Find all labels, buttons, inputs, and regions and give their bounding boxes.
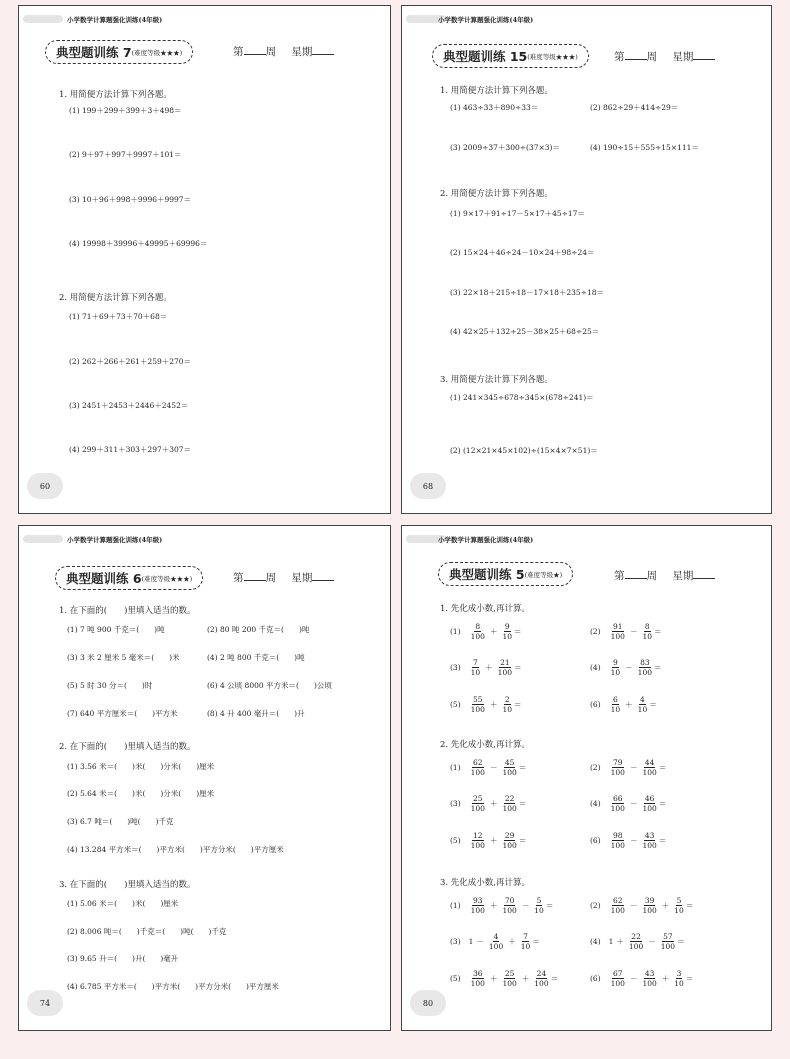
fraction: [610, 831, 626, 850]
numerator: 25: [504, 969, 515, 978]
operator: ＋: [489, 974, 498, 983]
fraction: [470, 831, 486, 850]
question-2-2: (2) 5.64 米＝( )米( )分米( )厘米: [67, 789, 215, 798]
operator: ＋: [625, 700, 633, 709]
denominator: 100: [502, 906, 517, 915]
denominator: 100: [610, 632, 625, 641]
denominator: 100: [497, 668, 512, 677]
denominator: 10: [470, 668, 481, 677]
denominator: 100: [637, 668, 652, 677]
denominator: 100: [470, 906, 485, 915]
numerator: 5: [676, 896, 682, 905]
page-60: [18, 5, 391, 514]
numerator: 3: [676, 969, 682, 978]
frac-q: [590, 969, 693, 988]
question-label: (5): [450, 836, 461, 845]
operator: －: [476, 937, 484, 946]
denominator: 100: [628, 942, 644, 951]
fraction: [641, 622, 653, 641]
question-3-4: (4) 6.785 平方米＝( )平方米( )平方分米( )平方厘米: [67, 982, 279, 991]
fraction: [520, 932, 532, 951]
fraction: [501, 831, 517, 850]
week-day-field: 第 周 星期: [233, 570, 334, 585]
denominator: 100: [470, 841, 485, 850]
numerator: 57: [663, 932, 673, 941]
section-3-heading: 3. 用简便方法计算下列各题。: [440, 375, 553, 385]
frac-q: [590, 896, 693, 915]
lesson-title-box: [432, 44, 589, 68]
frac-q: [590, 831, 666, 850]
operator: －: [629, 799, 638, 808]
operator: －: [629, 836, 638, 845]
fraction: [533, 969, 549, 988]
fraction: [610, 896, 626, 915]
numerator: 29: [504, 831, 515, 840]
denominator: 10: [674, 906, 684, 915]
numerator: 66: [613, 794, 623, 803]
lesson-title-box: [55, 566, 203, 590]
fraction: [641, 758, 657, 777]
question-1-2: (2) 862÷29＋414÷29＝: [590, 103, 679, 112]
operator: －: [489, 763, 498, 772]
equals-sign: ＝: [685, 974, 694, 983]
operator: －: [629, 901, 638, 910]
equals-sign: ＝: [532, 937, 540, 946]
frac-q: [590, 695, 657, 714]
numerator: 8: [475, 622, 481, 631]
denominator: 100: [470, 632, 485, 641]
frac-q: [450, 896, 553, 915]
question-label: (4): [590, 663, 601, 672]
frac-q: [450, 622, 522, 641]
numerator: 4: [493, 932, 499, 941]
question-1-2: (2) 80 吨 200 千克＝( )吨: [207, 625, 310, 634]
denominator: 10: [534, 906, 544, 915]
fraction: [673, 896, 685, 915]
equals-sign: ＝: [658, 836, 667, 845]
fraction: [641, 896, 657, 915]
numerator: 46: [644, 794, 655, 803]
denominator: 100: [470, 768, 485, 777]
question-2-4: (4) 42×25＋132÷25－38×25＋68÷25＝: [450, 327, 600, 336]
fraction: [610, 794, 626, 813]
question-3-2: (2) 8.006 吨＝( )千克＝( )吨( )千克: [67, 927, 227, 936]
question-2-3: (3) 2451＋2453＋2446＋2452＝: [69, 401, 189, 410]
equals-sign: ＝: [654, 627, 662, 636]
numerator: 83: [640, 658, 650, 667]
question-2-4: (4) 299＋311＋303＋297＋307＝: [69, 445, 192, 454]
numerator: 21: [500, 658, 510, 667]
numerator: 22: [631, 932, 641, 941]
frac-q: [590, 758, 666, 777]
fraction: [641, 831, 657, 850]
fraction: [641, 969, 657, 988]
frac-q: [450, 658, 522, 677]
page-80: [401, 525, 772, 1031]
book-title: 小学数学计算题强化训练(4年级): [438, 16, 534, 24]
fraction: [637, 658, 653, 677]
frac-q: [450, 831, 526, 850]
denominator: 100: [470, 979, 485, 988]
question-2-2: (2) 262＋266＋261＋259＋270＝: [69, 357, 192, 366]
frac-q: [590, 622, 662, 641]
question-label: (6): [590, 700, 601, 709]
equals-sign: ＝: [545, 901, 554, 910]
denominator: 100: [470, 804, 485, 813]
question-label: (6): [590, 836, 601, 845]
numerator: 70: [504, 896, 515, 905]
numerator: 43: [644, 831, 655, 840]
section-3-heading: 3. 先化成小数,再计算。: [440, 878, 531, 888]
section-2-heading: 2. 用简便方法计算下列各题。: [59, 293, 172, 303]
denominator: 100: [642, 841, 657, 850]
page-74: [18, 525, 391, 1031]
question-1-3: (3) 3 米 2 厘米 5 毫米＝( )米: [67, 653, 180, 662]
numerator: 24: [536, 969, 547, 978]
operator: ＋: [521, 974, 530, 983]
header-tab: [23, 15, 63, 23]
frac-q: [450, 794, 526, 813]
equals-sign: ＝: [654, 663, 662, 672]
question-label: (1): [450, 901, 461, 910]
question-label: (1): [450, 763, 461, 772]
page-number: 68: [410, 473, 446, 499]
fraction: [470, 969, 486, 988]
question-label: (3): [450, 799, 461, 808]
denominator: 10: [610, 705, 621, 714]
operator: －: [648, 937, 656, 946]
denominator: 100: [534, 979, 549, 988]
numerator: 44: [644, 758, 655, 767]
equals-sign: ＝: [518, 836, 527, 845]
numerator: 5: [536, 896, 542, 905]
fraction: [488, 932, 504, 951]
question-1-5: (5) 5 时 30 分＝( )时: [67, 681, 153, 690]
numerator: 62: [473, 758, 483, 767]
question-1-4: (4) 2 吨 800 千克＝( )吨: [207, 653, 305, 662]
operator: ＋: [489, 799, 498, 808]
lesson-title-box: [45, 40, 193, 64]
numerator: 67: [613, 969, 623, 978]
frac-q: [450, 695, 522, 714]
difficulty-label: (难度等级★): [524, 570, 563, 579]
denominator: 100: [610, 804, 625, 813]
operator: ＋: [489, 700, 498, 709]
week-day-field: 第 周 星期: [614, 49, 715, 64]
question-2-2: (2) 15×24＋46÷24－10×24＋98÷24＝: [450, 248, 595, 257]
question-3-3: (3) 9.65 升＝( )升( )毫升: [67, 954, 179, 963]
numerator: 98: [613, 831, 623, 840]
operator: －: [629, 974, 638, 983]
section-3-heading: 3. 在下面的( )里填入适当的数。: [59, 880, 196, 890]
numerator: 2: [504, 695, 510, 704]
lesson-title: 典型题训练 6: [66, 571, 142, 586]
whole-number: 1: [608, 937, 614, 946]
denominator: 100: [610, 768, 625, 777]
equals-sign: ＝: [649, 700, 657, 709]
header-tab: [23, 535, 63, 543]
lesson-title-box: [438, 562, 573, 586]
operator: －: [629, 627, 638, 636]
numerator: 7: [523, 932, 528, 941]
week-day-field: 第 周 星期: [614, 568, 715, 583]
question-2-1: (1) 3.56 米＝( )米( )分米( )厘米: [67, 762, 215, 771]
denominator: 100: [642, 979, 657, 988]
operator: －: [521, 901, 530, 910]
question-1-1: (1) 199＋299＋399＋3＋498＝: [69, 106, 182, 115]
equals-sign: ＝: [518, 799, 527, 808]
week-day-field: 第 周 星期: [233, 44, 334, 59]
question-label: (2): [590, 763, 601, 772]
denominator: 100: [610, 979, 625, 988]
question-1-1: (1) 463÷33＋890÷33＝: [450, 103, 539, 112]
difficulty-label: (难度等级★★★): [131, 48, 183, 57]
denominator: 100: [502, 841, 517, 850]
fraction: [470, 758, 486, 777]
fraction: [641, 794, 657, 813]
fraction: [501, 794, 517, 813]
fraction: [470, 622, 486, 641]
denominator: 100: [642, 906, 657, 915]
equals-sign: ＝: [518, 763, 527, 772]
question-label: (3): [450, 937, 461, 946]
question-label: (4): [590, 799, 601, 808]
equals-sign: ＝: [658, 763, 667, 772]
page-number: 74: [27, 990, 63, 1016]
section-2-heading: 2. 用简便方法计算下列各题。: [440, 189, 553, 199]
frac-q: [450, 969, 558, 988]
numerator: 36: [473, 969, 483, 978]
fraction: [501, 969, 517, 988]
denominator: 10: [610, 668, 621, 677]
fraction: [610, 658, 622, 677]
operator: ＋: [616, 937, 624, 946]
equals-sign: ＝: [514, 663, 522, 672]
book-title: 小学数学计算题强化训练(4年级): [67, 536, 163, 544]
numerator: 79: [613, 758, 623, 767]
operator: ＋: [661, 901, 670, 910]
lesson-title: 典型题训练 5: [449, 567, 525, 582]
question-3-1: (1) 5.06 米＝( )米( )厘米: [67, 899, 179, 908]
question-1-4: (4) 190÷15＋555÷15×111＝: [590, 143, 699, 152]
fraction: [470, 794, 486, 813]
section-1-heading: 1. 用简便方法计算下列各题。: [440, 86, 553, 96]
denominator: 10: [637, 705, 648, 714]
fraction: [501, 758, 517, 777]
numerator: 9: [504, 622, 510, 631]
fraction: [501, 695, 513, 714]
question-label: (4): [590, 937, 601, 946]
numerator: 45: [504, 758, 515, 767]
question-1-2: (2) 9＋97＋997＋9997＋101＝: [69, 150, 182, 159]
numerator: 12: [473, 831, 483, 840]
page-number: 80: [410, 990, 446, 1016]
question-1-3: (3) 2009÷37＋300÷(37×3)＝: [450, 143, 560, 152]
book-title: 小学数学计算题强化训练(4年级): [438, 536, 534, 544]
fraction: [673, 969, 685, 988]
equals-sign: ＝: [677, 937, 685, 946]
numerator: 9: [613, 658, 618, 667]
question-label: (2): [590, 901, 601, 910]
question-2-4: (4) 13.284 平方米＝( )平方米( )平方分米( )平方厘米: [67, 845, 284, 854]
fraction: [497, 658, 513, 677]
equals-sign: ＝: [550, 974, 559, 983]
page-68: [401, 5, 772, 514]
denominator: 10: [642, 632, 652, 641]
fraction: [610, 969, 626, 988]
difficulty-label: (难度等级★★★): [527, 52, 578, 61]
fraction: [533, 896, 545, 915]
frac-q: [450, 932, 540, 951]
section-1-heading: 1. 用简便方法计算下列各题。: [59, 90, 172, 100]
numerator: 7: [473, 658, 478, 667]
numerator: 39: [644, 896, 655, 905]
denominator: 100: [660, 942, 676, 951]
frac-q: [590, 932, 685, 951]
question-3-2: (2) (12×21×45×102)÷(15×4×7×51)＝: [450, 446, 598, 455]
numerator: 93: [473, 896, 483, 905]
fraction: [501, 896, 517, 915]
denominator: 100: [470, 705, 485, 714]
frac-q: [450, 758, 526, 777]
numerator: 4: [640, 695, 645, 704]
section-2-heading: 2. 先化成小数,再计算。: [440, 740, 531, 750]
page-number: 60: [27, 473, 63, 499]
section-1-heading: 1. 先化成小数,再计算。: [440, 604, 531, 614]
fraction: [660, 932, 676, 951]
denominator: 100: [610, 841, 625, 850]
fraction: [637, 695, 649, 714]
numerator: 25: [473, 794, 483, 803]
denominator: 100: [502, 804, 517, 813]
fraction: [610, 758, 626, 777]
operator: ＋: [485, 663, 493, 672]
operator: ＋: [489, 627, 498, 636]
fraction: [628, 932, 644, 951]
denominator: 10: [674, 979, 684, 988]
numerator: 6: [613, 695, 618, 704]
operator: －: [625, 663, 633, 672]
question-label: (1): [450, 627, 461, 636]
fraction: [470, 896, 486, 915]
lesson-title: 典型题训练 15: [443, 49, 528, 64]
lesson-title: 典型题训练 7: [56, 45, 132, 60]
numerator: 43: [644, 969, 655, 978]
equals-sign: ＝: [514, 700, 522, 709]
question-2-3: (3) 6.7 吨＝( )吨( )千克: [67, 817, 174, 826]
question-label: (5): [450, 974, 461, 983]
fraction: [501, 622, 513, 641]
fraction: [470, 695, 486, 714]
numerator: 22: [504, 794, 515, 803]
numerator: 55: [473, 695, 483, 704]
denominator: 100: [642, 804, 657, 813]
question-2-1: (1) 71＋69＋73＋70＋68＝: [69, 312, 168, 321]
question-1-1: (1) 7 吨 900 千克＝( )吨: [67, 625, 165, 634]
denominator: 100: [502, 768, 517, 777]
frac-q: [590, 794, 666, 813]
book-title: 小学数学计算题强化训练(4年级): [67, 16, 163, 24]
whole-number: 1: [468, 937, 474, 946]
question-1-6: (6) 4 公顷 8000 平方米＝( )公顷: [207, 681, 332, 690]
section-1-heading: 1. 在下面的( )里填入适当的数。: [59, 606, 196, 616]
question-1-8: (8) 4 升 400 毫升＝( )升: [207, 709, 305, 718]
operator: ＋: [489, 901, 498, 910]
denominator: 10: [520, 942, 531, 951]
equals-sign: ＝: [514, 627, 522, 636]
frac-q: [590, 658, 662, 677]
denominator: 100: [610, 906, 625, 915]
operator: －: [629, 763, 638, 772]
question-label: (6): [590, 974, 601, 983]
numerator: 8: [644, 622, 650, 631]
question-label: (2): [590, 627, 601, 636]
denominator: 100: [502, 979, 517, 988]
question-3-1: (1) 241×345÷678÷345×(678÷241)＝: [450, 393, 594, 402]
operator: ＋: [489, 836, 498, 845]
question-1-7: (7) 640 平方厘米＝( )平方米: [67, 709, 178, 718]
numerator: 91: [613, 622, 623, 631]
difficulty-label: (难度等级★★★): [141, 574, 193, 583]
denominator: 100: [642, 768, 657, 777]
denominator: 10: [502, 705, 512, 714]
fraction: [610, 622, 626, 641]
equals-sign: ＝: [658, 799, 667, 808]
numerator: 62: [613, 896, 623, 905]
section-2-heading: 2. 在下面的( )里填入适当的数。: [59, 742, 196, 752]
question-label: (5): [450, 700, 461, 709]
equals-sign: ＝: [685, 901, 694, 910]
denominator: 10: [502, 632, 512, 641]
fraction: [470, 658, 482, 677]
operator: ＋: [661, 974, 670, 983]
operator: ＋: [508, 937, 516, 946]
fraction: [610, 695, 622, 714]
denominator: 100: [488, 942, 504, 951]
question-1-3: (3) 10＋96＋998＋9996＋9997＝: [69, 195, 192, 204]
question-2-3: (3) 22×18＋215÷18－17×18＋235÷18＝: [450, 288, 605, 297]
question-2-1: (1) 9×17＋91÷17－5×17＋45÷17＝: [450, 209, 585, 218]
question-1-4: (4) 19998＋39996＋49995＋69996＝: [69, 239, 208, 248]
question-label: (3): [450, 663, 461, 672]
